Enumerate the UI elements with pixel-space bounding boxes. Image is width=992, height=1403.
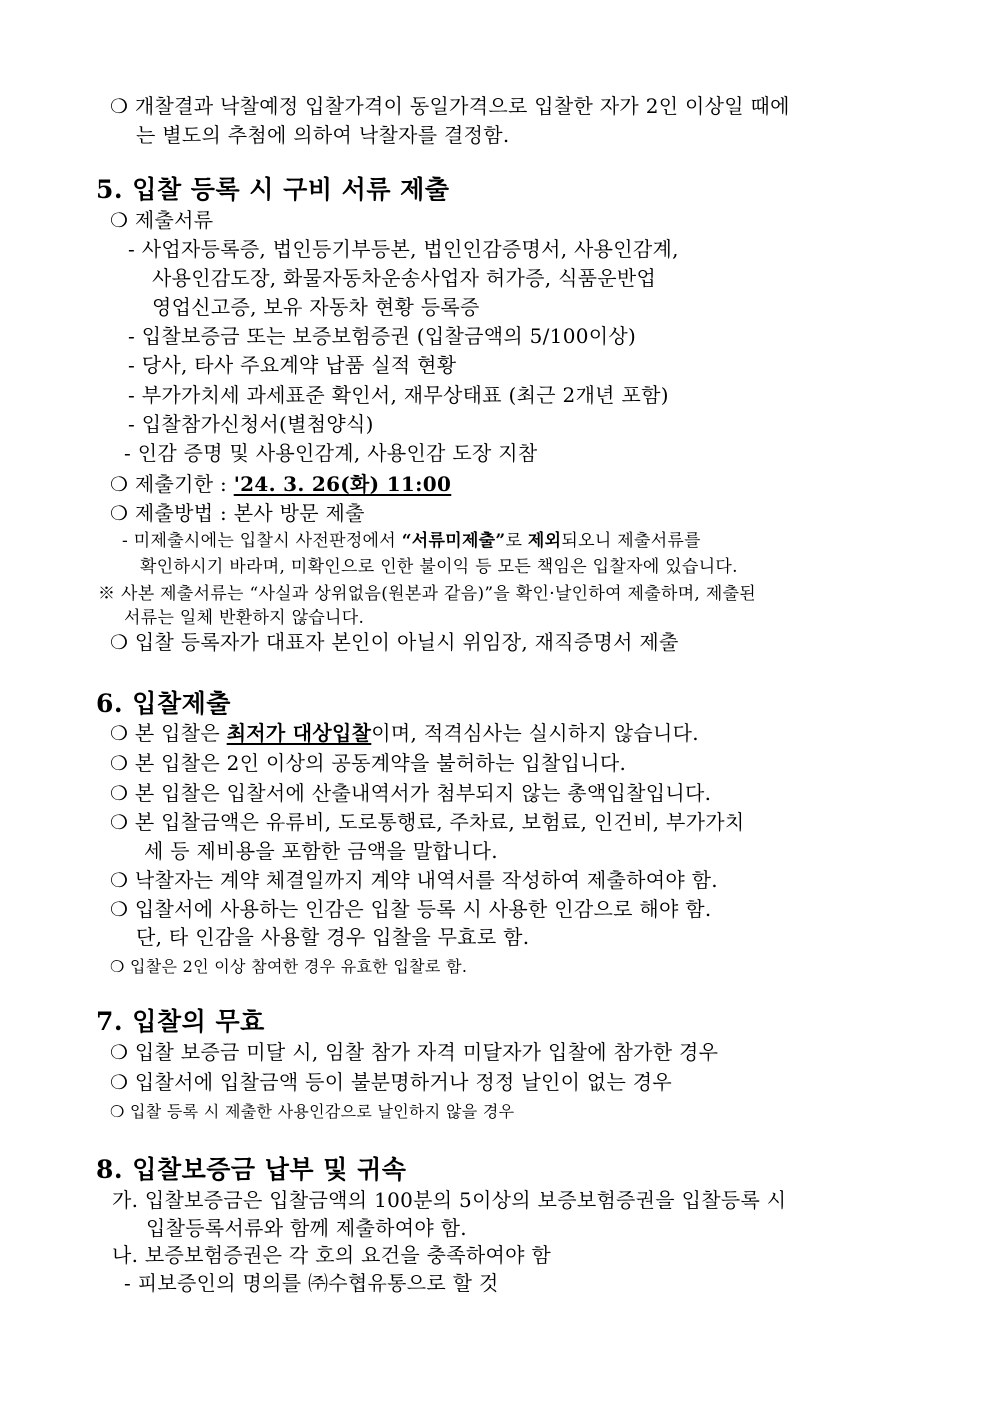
- bid-rule: ❍ 입찰은 2인 이상 참여한 경우 유효한 입찰로 함.: [110, 957, 468, 976]
- bid-rule: ❍ 본 입찰은 2인 이상의 공동계약을 불허하는 입찰입니다.: [110, 751, 627, 775]
- bid-rule: ❍ 본 입찰은 최저가 대상입찰이며, 적격심사는 실시하지 않습니다.: [110, 721, 699, 745]
- bullet-line: ❍ 개찰결과 낙찰예정 입찰가격이 동일가격으로 입찰한 자가 2인 이상일 때에: [110, 94, 790, 118]
- section-heading-8: 8. 입찰보증금 납부 및 귀속: [96, 1155, 407, 1184]
- deadline-label: ❍ 제출기한 :: [110, 472, 234, 496]
- section-heading-5: 5. 입찰 등록 시 구비 서류 제출: [96, 175, 450, 204]
- method-line: ❍ 제출방법 : 본사 방문 제출: [110, 501, 365, 525]
- doc-item: - 부가가치세 과세표준 확인서, 재무상태표 (최근 2개년 포함): [128, 383, 669, 407]
- doc-item-cont: 사용인감도장, 화물자동차운송사업자 허가증, 식품운반업: [152, 266, 657, 290]
- bid-rule-cont: 세 등 제비용을 포함한 금액을 말합니다.: [144, 839, 498, 863]
- copy-notice-cont: 서류는 일체 반환하지 않습니다.: [124, 608, 365, 628]
- doc-item: - 사업자등록증, 법인등기부등본, 법인인감증명서, 사용인감계,: [128, 237, 679, 261]
- doc-item-cont: 영업신고증, 보유 자동차 현황 등록증: [152, 295, 480, 319]
- deposit-rule: 나. 보증보험증권은 각 호의 요건을 충족하여야 함: [112, 1243, 552, 1267]
- deadline-line: [110, 470, 451, 498]
- doc-item: - 입찰보증금 또는 보증보험증권 (입찰금액의 5/100이상): [128, 324, 637, 348]
- bid-rule: ❍ 본 입찰금액은 유류비, 도로통행료, 주차료, 보험료, 인건비, 부가가치: [110, 810, 745, 834]
- bid-rule: ❍ 본 입찰은 입찰서에 산출내역서가 첨부되지 않는 총액입찰입니다.: [110, 781, 712, 805]
- notice-line-cont: 확인하시기 바라며, 미확인으로 인한 불이익 등 모든 책임은 입찰자에 있습니다.: [140, 557, 738, 577]
- invalid-rule: ❍ 입찰서에 입찰금액 등이 불분명하거나 정정 날인이 없는 경우: [110, 1070, 672, 1094]
- bid-rule-cont: 단, 타 인감을 사용할 경우 입찰을 무효로 함.: [136, 925, 530, 949]
- section-heading-6: 6. 입찰제출: [96, 689, 231, 718]
- bullet-line-cont: 는 별도의 추첨에 의하여 낙찰자를 결정함.: [136, 123, 510, 147]
- invalid-rule: ❍ 입찰 등록 시 제출한 사용인감으로 날인하지 않을 경우: [110, 1102, 515, 1121]
- copy-notice: ※ 사본 제출서류는 “사실과 상위없음(원본과 같음)”을 확인·날인하여 제출하며, 제출된: [98, 584, 757, 604]
- proxy-line: ❍ 입찰 등록자가 대표자 본인이 아닐시 위임장, 재직증명서 제출: [110, 630, 679, 654]
- notice-line: - 미제출시에는 입찰시 사전판정에서 “서류미제출”로 제외되오니 제출서류를: [122, 531, 701, 551]
- deposit-rule: 가. 입찰보증금은 입찰금액의 100분의 5이상의 보증보험증권을 입찰등록 시: [112, 1188, 787, 1212]
- deposit-rule-item: - 피보증인의 명의를 ㈜수협유통으로 할 것: [124, 1271, 499, 1295]
- section-heading-7: 7. 입찰의 무효: [96, 1007, 265, 1036]
- bid-rule: ❍ 입찰서에 사용하는 인감은 입찰 등록 시 사용한 인감으로 해야 함.: [110, 897, 712, 921]
- doc-item: - 인감 증명 및 사용인감계, 사용인감 도장 지참: [124, 441, 538, 465]
- deadline-value: '24. 3. 26(화) 11:00: [233, 472, 452, 496]
- invalid-rule: ❍ 입찰 보증금 미달 시, 임찰 참가 자격 미달자가 입찰에 참가한 경우: [110, 1040, 719, 1064]
- deposit-rule-cont: 입찰등록서류와 함께 제출하여야 함.: [146, 1216, 467, 1240]
- doc-item: - 당사, 타사 주요계약 납품 실적 현황: [128, 353, 457, 377]
- docs-title: ❍ 제출서류: [110, 208, 214, 232]
- bid-rule: ❍ 낙찰자는 계약 체결일까지 계약 내역서를 작성하여 제출하여야 함.: [110, 868, 718, 892]
- doc-item: - 입찰참가신청서(별첨양식): [128, 412, 374, 436]
